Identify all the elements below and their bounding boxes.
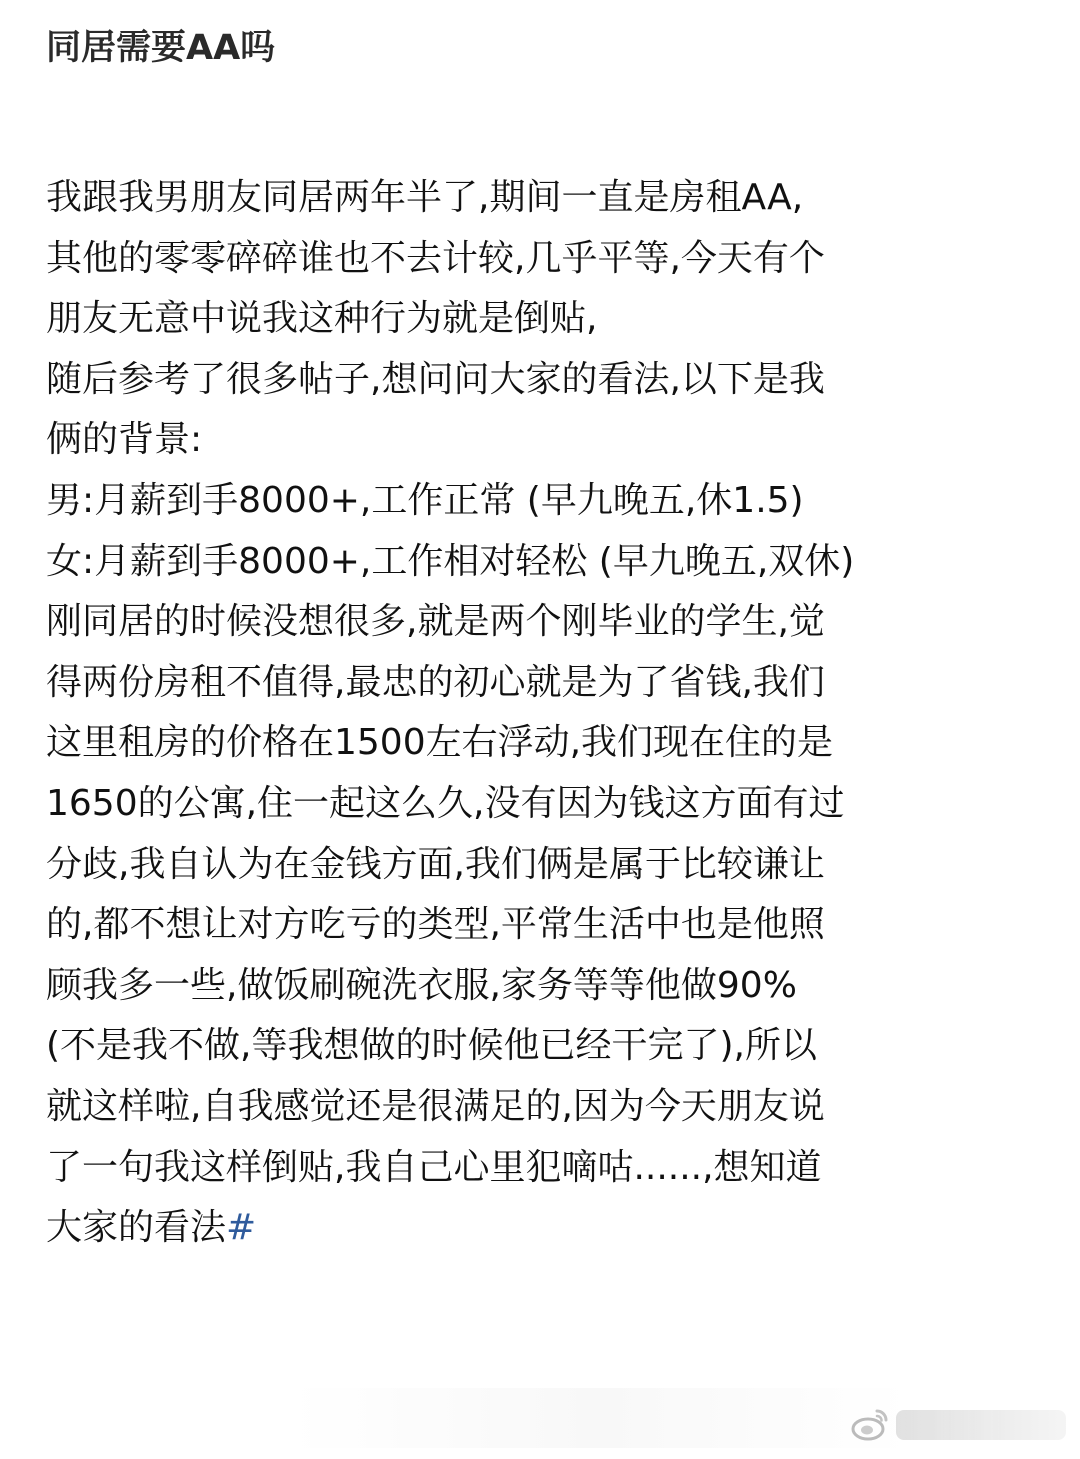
post-body-line: 随后参考了很多帖子,想问问大家的看法,以下是我 [46,358,825,400]
post-body-line: 1650的公寓,住一起这么久,没有因为钱这方面有过 [46,782,845,824]
watermark [850,1405,1066,1445]
post-title: 同居需要AA吗 [46,28,276,68]
post-body-line: 我跟我男朋友同居两年半了,期间一直是房租AA, [46,177,804,218]
post-body-line: 女:月薪到手8000+,工作相对轻松 (早九晚五,双休) [46,540,855,582]
post-body-line: 分歧,我自认为在金钱方面,我们俩是属于比较谦让 [46,843,825,885]
hashtag-link[interactable]: # [226,1207,257,1249]
post-content [46,22,1046,1259]
post-body-line: 就这样啦,自我感觉还是很满足的,因为今天朋友说 [46,1085,825,1127]
post-body-line: 刚同居的时候没想很多,就是两个刚毕业的学生,觉 [46,601,825,643]
post-body-line: 这里租房的价格在1500左右浮动,我们现在住的是 [46,722,834,764]
weibo-logo-icon [850,1405,890,1445]
post-body-line: 得两份房租不值得,最忠的初心就是为了省钱,我们 [46,661,825,703]
post-body-line: (不是我不做,等我想做的时候他已经干完了),所以 [46,1025,817,1067]
post-body-last-line [46,1198,1046,1259]
post-body-line: 其他的零零碎碎谁也不去计较,几乎平等,今天有个 [46,237,825,279]
post-body [46,168,1046,1259]
post-body-line: 的,都不想让对方吃亏的类型,平常生活中也是他照 [46,904,825,946]
post-body-line: 俩的背景: [46,419,203,461]
post-body-last-text: 大家的看法 [46,1207,227,1249]
watermark-overlay [290,1388,910,1448]
post-body-line: 朋友无意中说我这种行为就是倒贴, [46,298,598,340]
post-body-line: 顾我多一些,做饭刷碗洗衣服,家务等等他做90% [46,964,797,1006]
watermark-username-blur [896,1410,1066,1440]
post-body-line: 了一句我这样倒贴,我自己心里犯嘀咕......,想知道 [46,1146,822,1188]
post-body-line: 男:月薪到手8000+,工作正常 (早九晚五,休1.5) [46,479,804,521]
